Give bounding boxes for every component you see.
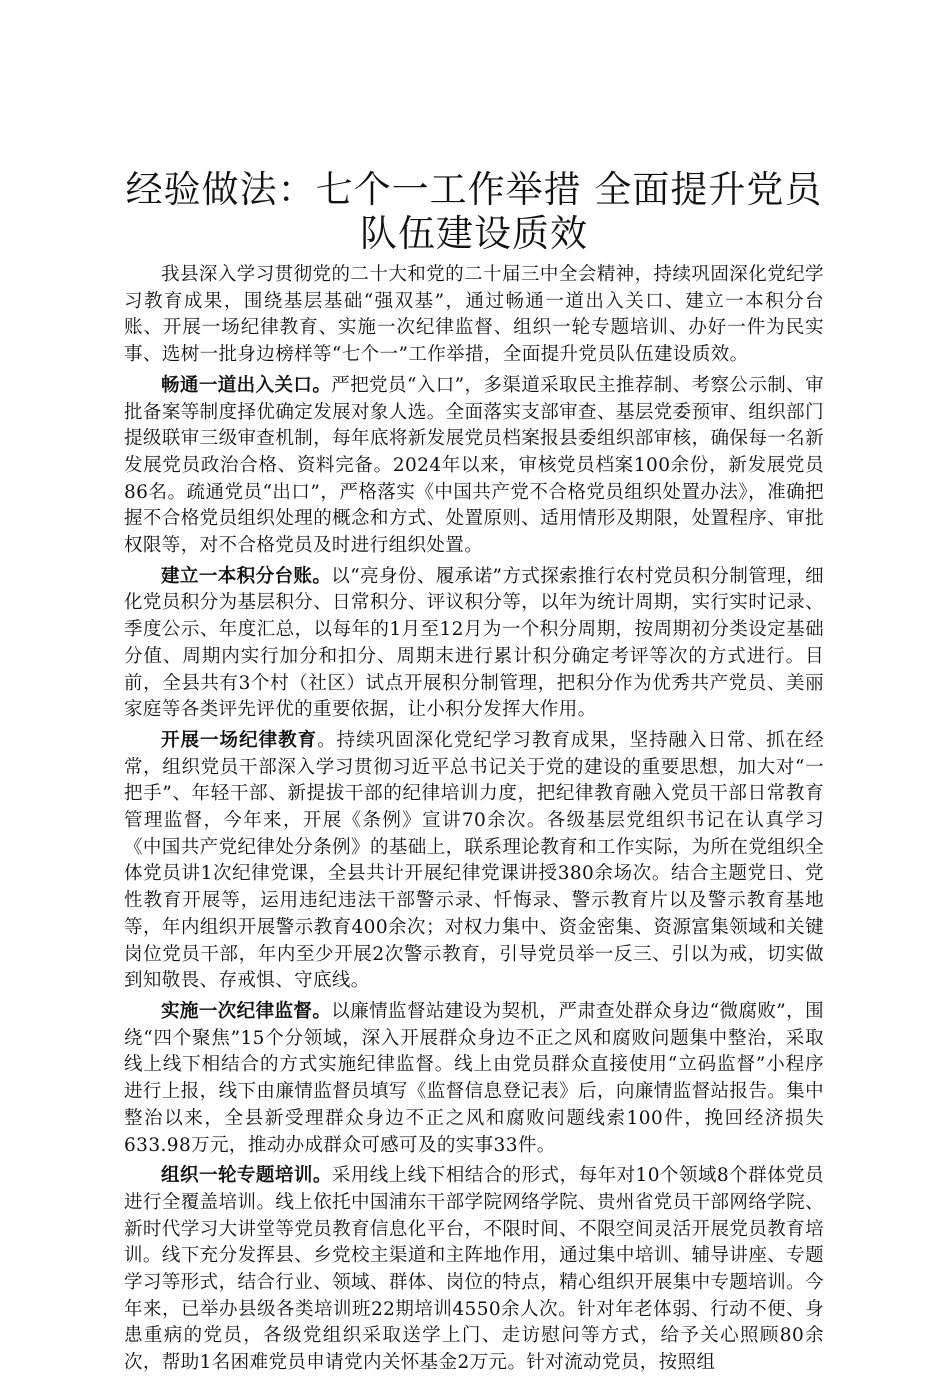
document-body bbox=[124, 262, 824, 1377]
paragraph-lead: 畅通一道出入关口。 bbox=[161, 374, 332, 396]
section-paragraph-discipline-education bbox=[124, 728, 824, 995]
paragraph-text: 以廉情监督站建设为契机，严肃查处群众身边“微腐败”，围绕“四个聚焦”15个分领域，深入开展群众身边不正之风和腐败问题集中整治，采取线上线下相结合的方式实施纪律监督。线上由党员群众直接使用“立码监督”小程序进行上报，线下由廉情监督员填写《监督信息登记表》后，向廉情监督站报告。集中整治以来，全县新受理群众身边不正之风和腐败问题线索100件，挽回经济损失633.98万元，推动办成群众可感可及的实事33件。 bbox=[124, 1000, 824, 1156]
paragraph-text: 采用线上线下相结合的形式，每年对10个领域8个群体党员进行全覆盖培训。线上依托中国浦东干部学院网络学院、贵州省党员干部网络学院、新时代学习大讲堂等党员教育信息化平台，不限时间、不限空间灵活开展党员教育培训。线下充分发挥县、乡党校主渠道和主阵地作用，通过集中培训、辅导讲座、专题学习等形式，结合行业、领域、群体、岗位的特点，精心组织开展集中专题培训。今年来，已举办县级各类培训班22期培训4550余人次。针对年老体弱、行动不便、身患重病的党员，各级党组织采取送学上门、走访慰问等方式，给予关心照顾80余次，帮助1名困难党员申请党内关怀基金2万元。针对流动党员，按照组 bbox=[124, 1165, 824, 1374]
paragraph-lead: 建立一本积分台账。 bbox=[161, 565, 332, 587]
document-title: 经验做法：七个一工作举措 全面提升党员队伍建设质效 bbox=[125, 168, 823, 255]
paragraph-lead: 实施一次纪律监督。 bbox=[161, 1000, 332, 1022]
document-content bbox=[124, 168, 824, 1381]
paragraph-text: 我县深入学习贯彻党的二十大和党的二十届三中全会精神，持续巩固深化党纪学习教育成果，围绕基层基础“强双基”，通过畅通一道出入关口、建立一本积分台账、开展一场纪律教育、实施一次纪律监督、组织一轮专题培训、办好一件为民实事、选树一批身边榜样等“七个一”工作举措，全面提升党员队伍建设质效。 bbox=[124, 264, 824, 366]
paragraph-text: 。持续巩固深化党纪学习教育成果，坚持融入日常、抓在经常，组织党员干部深入学习贯彻习近平总书记关于党的建设的重要思想，加大对“一把手”、年轻干部、新提拔干部的纪律培训力度，把纪律教育融入党员干部日常教育管理监督，今年来，开展《条例》宣讲70余次。各级基层党组织书记在认真学习《中国共产党纪律处分条例》的基础上，联系理论教育和工作实际，为所在党组织全体党员讲1次纪律党课，全县共计开展纪律党课讲授380余场次。结合主题党日、党性教育开展等，运用违纪违法干部警示录、忏悔录、警示教育片以及警示教育基地等，年内组织开展警示教育400余次；对权力集中、资金密集、资源富集领域和关键岗位党员干部，年内至少开展2次警示教育，引导党员举一反三、引以为戒，切实做到知敬畏、存戒惧、守底线。 bbox=[124, 729, 825, 992]
section-paragraph-special-training bbox=[124, 1163, 824, 1377]
paragraph-lead: 开展一场纪律教育 bbox=[161, 729, 318, 751]
paragraph-text: 以“亮身份、履承诺”方式探索推行农村党员积分制管理，细化党员积分为基层积分、日常积分、评议积分等，以年为统计周期，实行实时记录、季度公示、年度汇总，以每年的1月至12月为一个积分周期，按周期初分类设定基础分值、周期内实行加分和扣分、周期末进行累计积分确定考评等次的方式进行。目前，全县共有3个村（社区）试点开展积分制管理，把积分作为优秀共产党员、美丽家庭等各类评先评优的重要依据，让小积分发挥大作用。 bbox=[124, 565, 824, 721]
paragraph-text: 严把党员“入口”，多渠道采取民主推荐制、考察公示制、审批备案等制度择优确定发展对象人选。全面落实支部审查、基层党委预审、组织部门提级联审三级审查机制，每年底将新发展党员档案报县委组织部审核，确保每一名新发展党员政治合格、资料完备。2024年以来，审核党员档案100余份，新发展党员86名。疏通党员“出口”，严格落实《中国共产党不合格党员组织处置办法》，准确把握不合格党员组织处理的概念和方式、处置原则、适用情形及期限，处置程序、审批权限等，对不合格党员及时进行组织处置。 bbox=[124, 374, 824, 557]
section-paragraph-entry-exit bbox=[124, 373, 824, 560]
paragraph-lead: 组织一轮专题培训。 bbox=[161, 1165, 332, 1187]
section-paragraph-points-ledger bbox=[124, 564, 824, 724]
intro-paragraph bbox=[124, 262, 824, 369]
section-paragraph-discipline-supervision bbox=[124, 999, 824, 1159]
